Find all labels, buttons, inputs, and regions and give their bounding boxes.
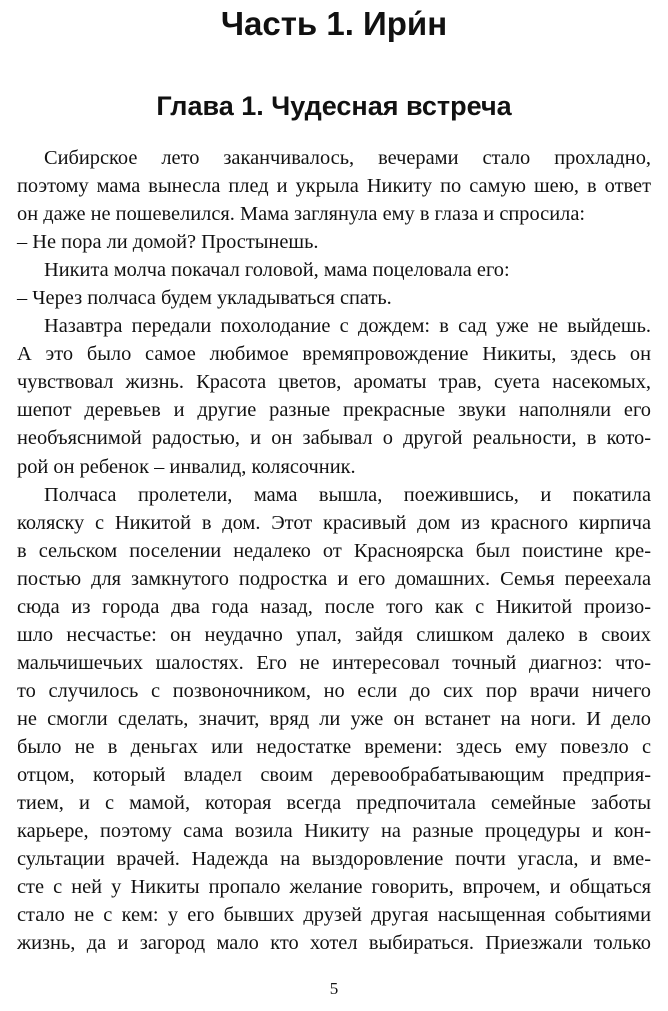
text-line: – Через полчаса будем укладываться спать. [17, 287, 392, 310]
text-line: Никита молча покачал головой, мама поцеловала его: [44, 259, 510, 282]
text-line: мальчишечьих шалостях. Его не интересовал точный диагноз: что- [17, 651, 651, 674]
chapter-title: Глава 1. Чудесная встреча [156, 91, 512, 121]
text-line: чувствовал жизнь. Красота цветов, ароматы трав, суета насекомых, [17, 371, 651, 394]
text-line: коляску с Никитой в дом. Этот красивый дом из красного кирпича [17, 511, 651, 534]
text-line: постью для замкнутого подростка и его домашних. Семья переехала [17, 567, 651, 590]
text-line: карьере, поэтому сама возила Никиту на разные процедуры и кон- [17, 820, 651, 843]
text-line: сте с ней у Никиты пропало желание говорить, впрочем, и общаться [17, 876, 651, 899]
text-line: необъяснимой радостью, и он забывал о другой реальности, в кото- [17, 427, 651, 450]
text-line: отцом, который владел своим деревообрабатывающим предприя- [17, 764, 651, 787]
text-line: шло несчастье: он неудачно упал, зайдя слишком далеко в своих [17, 623, 651, 646]
text-line: жизнь, да и загород мало кто хотел выбираться. Приезжали только [17, 932, 651, 955]
text-line: сультации врачей. Надежда на выздоровление почти угасла, и вме- [17, 848, 651, 871]
text-line: А это было самое любимое времяпровождение Никиты, здесь он [17, 343, 651, 366]
text-line: было не в деньгах или недостатке времени: здесь ему повезло с [17, 735, 651, 758]
page-number: 5 [329, 979, 339, 998]
text-line: – Не пора ли домой? Простынешь. [17, 231, 319, 254]
text-line: сюда из города два года назад, после того как с Никитой произо- [17, 595, 651, 618]
text-line: стало не с кем: у его бывших друзей другая насыщенная событиями [17, 904, 651, 927]
text-line: поэтому мама вынесла плед и укрыла Никиту по самую шею, в ответ [17, 175, 651, 198]
text-line: в сельском поселении недалеко от Красноярска был поистине кре- [17, 539, 651, 562]
text-line: Полчаса пролетели, мама вышла, поежившись, и покатила [44, 483, 651, 506]
text-line: Сибирское лето заканчивалось, вечерами стало прохладно, [44, 147, 651, 169]
text-line: то случилось с позвоночником, но если до сих пор врачи ничего [17, 679, 651, 702]
part-title: Часть 1. Ири́н [220, 5, 448, 42]
text-line: Назавтра передали похолодание с дождем: в сад уже не выйдешь. [44, 315, 651, 338]
text-line: тием, и с мамой, которая всегда предпочитала семейные заботы [17, 792, 651, 815]
text-line: рой он ребенок – инвалид, колясочник. [17, 455, 356, 478]
body-text [17, 144, 651, 957]
text-line: не смогли сделать, значит, вряд ли уже он встанет на ноги. И дело [17, 707, 651, 730]
text-line: шепот деревьев и другие разные прекрасные звуки наполняли его [17, 399, 651, 422]
text-line: он даже не пошевелился. Мама заглянула ему в глаза и спросила: [17, 203, 586, 226]
